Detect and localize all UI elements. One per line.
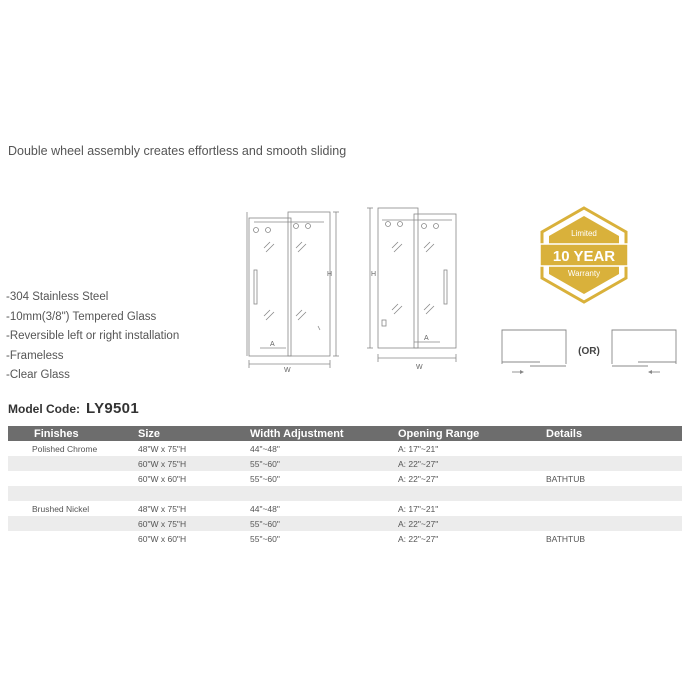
warranty-bottom-text: Warranty <box>567 269 601 278</box>
cell-opening-range: A: 22"~27" <box>398 516 546 531</box>
feature-item: -10mm(3/8") Tempered Glass <box>6 310 157 323</box>
model-code-label: Model Code: <box>8 402 80 416</box>
table-header-row <box>8 426 682 441</box>
column-header-width-adjustment: Width Adjustment <box>250 426 398 441</box>
feature-list <box>6 288 179 386</box>
table-row <box>8 516 682 531</box>
cell-width-adjustment: 55"~60" <box>250 473 280 484</box>
cell-size: 48"W x 75"H <box>138 443 187 454</box>
cell-opening-range: A: 17"~21" <box>398 503 439 514</box>
feature-item: -Frameless <box>6 349 64 362</box>
cell-size: 60"W x 60"H <box>138 473 187 484</box>
cell-details: BATHTUB <box>546 473 586 484</box>
width-label: W <box>416 364 423 371</box>
cell-details <box>546 501 682 516</box>
cell-finish <box>8 456 138 471</box>
opening-label: A <box>424 335 429 342</box>
cell-finish: Brushed Nickel <box>32 503 90 514</box>
cell-finish: Polished Chrome <box>32 443 98 454</box>
column-header-size: Size <box>138 426 250 441</box>
installation-orientation-diagram <box>500 328 680 376</box>
door-diagram-left <box>244 198 344 374</box>
feature-item: -Reversible left or right installation <box>6 330 180 342</box>
cell-size <box>138 486 250 501</box>
cell-size: 48"W x 75"H <box>138 503 187 514</box>
width-label: W <box>284 367 291 374</box>
table-row <box>8 456 682 471</box>
cell-width-adjustment: 44"~48" <box>250 503 280 514</box>
tagline: Double wheel assembly creates effortless and smooth sliding <box>8 144 347 158</box>
warranty-top-text: Limited <box>571 229 597 238</box>
height-label: H <box>371 271 377 278</box>
cell-opening-range: A: 22"~27" <box>398 473 439 484</box>
column-header-opening-range: Opening Range <box>398 426 546 441</box>
cell-finish <box>8 471 138 486</box>
door-diagram-right <box>364 202 464 374</box>
model-code-line <box>8 400 139 418</box>
feature-item: -Clear Glass <box>6 369 70 381</box>
cell-finish <box>8 486 138 501</box>
model-code-value: LY9501 <box>86 400 139 417</box>
warranty-badge <box>540 206 628 304</box>
cell-opening-range <box>398 486 546 501</box>
column-header-details: Details <box>546 426 682 441</box>
cell-details <box>546 486 682 501</box>
or-label: (OR) <box>578 346 600 357</box>
opening-label: A <box>270 341 275 348</box>
table-row <box>8 531 682 546</box>
cell-details <box>546 441 682 456</box>
cell-details <box>546 516 682 531</box>
cell-width-adjustment <box>250 486 398 501</box>
cell-opening-range: A: 22"~27" <box>398 533 439 544</box>
table-row <box>8 441 682 456</box>
table-row <box>8 471 682 486</box>
cell-size: 60"W x 75"H <box>138 516 250 531</box>
cell-details: BATHTUB <box>546 533 586 544</box>
cell-size: 60"W x 60"H <box>138 533 187 544</box>
table-row <box>8 501 682 516</box>
cell-size: 60"W x 75"H <box>138 456 250 471</box>
cell-width-adjustment: 55"~60" <box>250 533 280 544</box>
column-header-finishes: Finishes <box>8 426 138 441</box>
cell-opening-range: A: 17"~21" <box>398 443 439 454</box>
cell-width-adjustment: 55"~60" <box>250 456 398 471</box>
table-row <box>8 486 682 501</box>
cell-details <box>546 456 682 471</box>
feature-item: -304 Stainless Steel <box>6 291 109 303</box>
warranty-main-text: 10 YEAR <box>552 248 616 265</box>
cell-width-adjustment: 55"~60" <box>250 516 398 531</box>
cell-width-adjustment: 44"~48" <box>250 443 280 454</box>
height-label: H <box>327 271 333 278</box>
cell-finish <box>8 531 138 546</box>
cell-opening-range: A: 22"~27" <box>398 456 546 471</box>
cell-finish <box>8 516 138 531</box>
spec-table <box>8 426 682 546</box>
